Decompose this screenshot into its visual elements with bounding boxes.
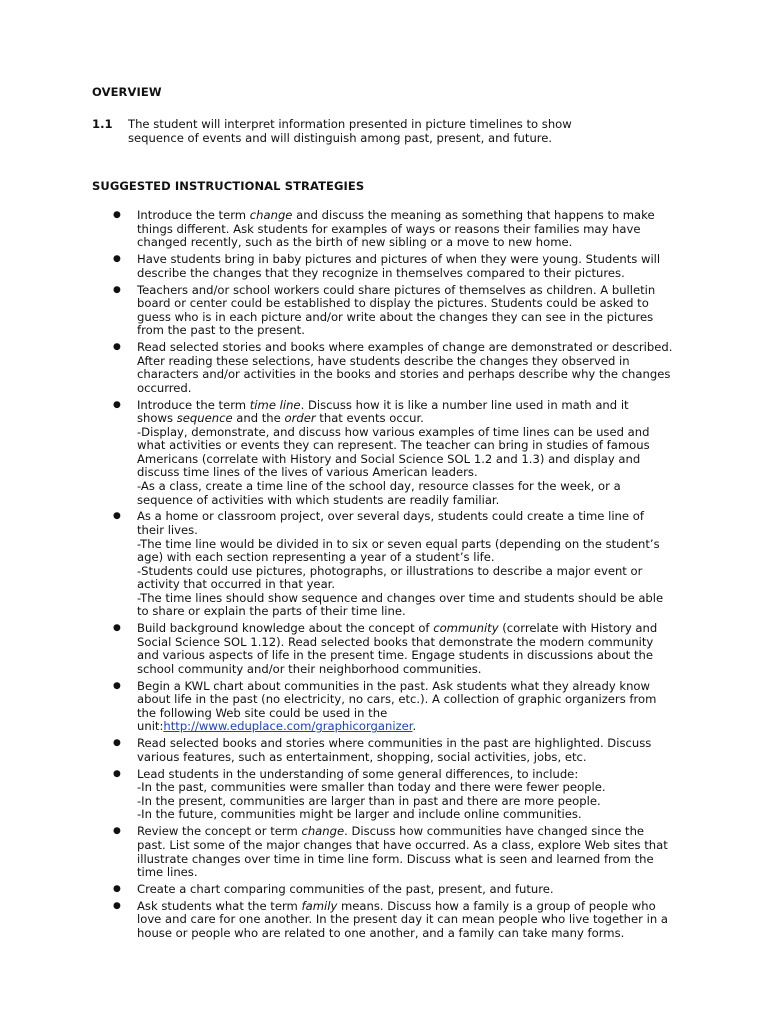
strategy-item [112,510,692,618]
text-run: various features, such as entertainment, shopping, social activities, jobs, etc. [137,749,587,764]
objective-text [128,118,648,145]
text-run: -As a class, create a time line of the school day, resource classes for the week, or a [137,478,621,493]
text-run: unit: [137,719,164,734]
strategy-line [137,538,692,552]
bullet-icon: ● [113,210,121,220]
strategy-line [137,649,692,663]
bullet-icon: ● [113,399,121,410]
strategy-line [137,453,692,467]
strategy-line [137,466,692,480]
text-run: Read selected stories and books where examples of change are demonstrated or described. [137,340,673,355]
bullet-icon: ● [113,511,121,522]
strategy-line [137,494,692,508]
text-run: time lines. [137,865,198,880]
text-run: . Discuss how it is like a number line used in math and it [300,397,629,412]
text-run: about life in the past (no electricity, no cars, etc.). A collection of graphic organizers from [137,692,657,707]
strategy-line [137,768,692,782]
objective-line: sequence of events and will distinguish among past, present, and future. [128,130,553,145]
graphic-organizer-link[interactable]: http://www.eduplace.com/graphicorganizer [163,719,413,734]
text-run: -In the past, communities were smaller than today and there were fewer people. [137,780,606,795]
text-run: describe the changes that they recognize in themselves compared to their pictures. [137,265,625,280]
strategy-line [137,426,692,440]
strategy-line [137,236,692,250]
text-run: characters and/or activities in the books and stories and perhaps describe why the changes [137,367,671,382]
text-run: school community and/or their neighborhood communities. [137,661,482,676]
strategy-line [137,551,692,565]
strategy-line [137,341,692,355]
strategy-line [137,223,692,237]
bullet-icon: ● [113,900,121,911]
emphasized-term: community [433,621,499,636]
text-run: Introduce the term [137,208,250,222]
text-run: Social Science SOL 1.12). Read selected books that demonstrate the modern community [137,634,654,649]
text-run: As a home or classroom project, over several days, students could create a time line of [137,509,644,524]
text-run: guess who is in each picture and/or write about the changes they can see in the pictures [137,309,654,324]
text-run: what activities or events they can represent. The teacher can bring in studies of famous [137,438,650,453]
text-run: (correlate with History and [498,621,658,636]
bullet-icon: ● [113,284,121,295]
strategy-line [137,412,692,426]
strategy-line [137,751,692,765]
text-run: and the [232,411,285,426]
emphasized-term: change [301,824,345,839]
strategy-item [112,284,692,338]
text-run: -The time line would be divided in to six or seven equal parts (depending on the student’s [137,536,660,551]
emphasized-term: family [301,898,338,913]
text-run: illustrate changes over time in time line form. Discuss what is seen and learned from the [137,851,654,866]
text-run: from the past to the present. [137,323,305,338]
strategy-line [137,900,692,914]
strategy-line [137,839,692,853]
text-run: Review the concept or term [137,824,302,839]
overview-heading: OVERVIEW [92,85,162,99]
text-run: Introduce the term [137,397,250,412]
text-run: activity that occurred in that year. [137,577,336,592]
strategy-line [137,795,692,809]
text-run: Lead students in the understanding of some general differences, to include: [137,766,579,781]
text-run: things different. Ask students for examples of ways or reasons their families may have [137,221,641,236]
strategy-line [137,578,692,592]
strategy-line [137,209,692,223]
strategy-line [137,311,692,325]
strategy-line [137,781,692,795]
strategy-item [112,900,692,941]
strategy-line [137,927,692,941]
strategy-line [137,853,692,867]
bullet-icon: ● [113,680,121,691]
strategy-line [137,636,692,650]
text-run: Teachers and/or school workers could share pictures of themselves as children. A bulletin [137,282,656,297]
text-run: the following Web site could be used in the [137,705,388,720]
text-run: . Discuss how communities have changed since the [344,824,645,839]
text-run: -In the present, communities are larger than in past and there are more people. [137,793,601,808]
strategy-line [137,510,692,524]
objective-line: The student will interpret information presented in picture timelines to show [128,117,572,131]
strategy-line [137,439,692,453]
text-run: Ask students what the term [137,898,302,913]
strategy-item [112,680,692,734]
strategy-line [137,368,692,382]
bullet-icon: ● [113,623,121,634]
text-run: that events occur. [315,411,424,426]
strategy-line [137,297,692,311]
emphasized-term: sequence [176,411,233,426]
strategy-item [112,883,692,897]
text-run: -Display, demonstrate, and discuss how various examples of time lines can be used and [137,424,650,439]
strategy-line [137,480,692,494]
text-run: Americans (correlate with History and Social Science SOL 1.2 and 1.3) and display and [137,451,641,466]
text-run: and various aspects of life in the present time. Engage students in discussions about the [137,648,653,663]
strategy-line [137,737,692,751]
strategy-line [137,565,692,579]
text-run: changed recently, such as the birth of new sibling or a move to new home. [137,235,573,250]
strategy-line [137,680,692,694]
strategy-line [137,399,692,413]
strategy-line [137,720,692,734]
strategy-line [137,808,692,822]
bullet-icon: ● [113,254,121,265]
emphasized-term: time line [249,397,301,412]
emphasized-term: change [249,208,293,222]
emphasized-term: order [284,411,316,426]
strategy-line [137,355,692,369]
objective-number: 1.1 [92,117,113,131]
text-run: sequence of activities with which students are readily familiar. [137,492,500,507]
text-run: discuss time lines of the lives of various American leaders. [137,465,478,480]
strategy-list [112,209,692,944]
text-run: -Students could use pictures, photographs, or illustrations to describe a major event or [137,563,643,578]
strategy-line [137,284,692,298]
text-run: Have students bring in baby pictures and pictures of when they were young. Students will [137,252,661,267]
strategy-line [137,253,692,267]
text-run: love and care for one another. In the present day it can mean people who live together in a [137,912,668,927]
text-run: Create a chart comparing communities of the past, present, and future. [137,882,554,896]
strategy-line [137,825,692,839]
text-run: age) with each section representing a year of a student’s life. [137,550,495,565]
strategy-line [137,913,692,927]
strategies-heading: SUGGESTED INSTRUCTIONAL STRATEGIES [92,179,365,193]
strategy-line [137,524,692,538]
strategy-line [137,592,692,606]
strategy-item [112,253,692,280]
bullet-icon: ● [113,826,121,837]
strategy-item [112,737,692,764]
strategy-item [112,341,692,395]
strategy-line [137,693,692,707]
strategy-item [112,399,692,507]
strategy-line [137,622,692,636]
text-run: to share or explain the parts of their time line. [137,604,406,619]
strategy-item [112,622,692,676]
strategy-line [137,707,692,721]
strategy-line [137,866,692,880]
text-run: Read selected books and stories where communities in the past are highlighted. Discuss [137,736,652,751]
strategy-line [137,267,692,281]
text-run: -In the future, communities might be larger and include online communities. [137,807,582,822]
text-run: Build background knowledge about the concept of [137,621,434,636]
text-run: -The time lines should show sequence and changes over time and students should be able [137,590,664,605]
text-run: shows [137,411,177,426]
bullet-icon: ● [113,768,121,779]
text-run: and discuss the meaning as something that happens to make [292,208,655,222]
bullet-icon: ● [113,738,121,749]
text-run: After reading these selections, have students describe the changes they observed in [137,353,630,368]
strategy-line [137,883,692,897]
bullet-icon: ● [113,884,121,894]
text-run: . [412,719,417,734]
strategy-item [112,209,692,250]
text-run: house or people who are related to one another, and a family can take many forms. [137,926,625,941]
text-run: Begin a KWL chart about communities in the past. Ask students what they already know [137,678,651,693]
strategy-item [112,768,692,822]
text-run: board or center could be established to display the pictures. Students could be asked to [137,296,649,311]
strategy-item [112,825,692,879]
strategy-line [137,382,692,396]
text-run: past. List some of the major changes that have occurred. As a class, explore Web sites that [137,837,668,852]
text-run: occurred. [137,380,192,395]
strategy-line [137,663,692,677]
bullet-icon: ● [113,342,121,353]
strategy-line [137,605,692,619]
strategy-line [137,324,692,338]
text-run: their lives. [137,522,198,537]
text-run: means. Discuss how a family is a group of people who [337,898,656,913]
